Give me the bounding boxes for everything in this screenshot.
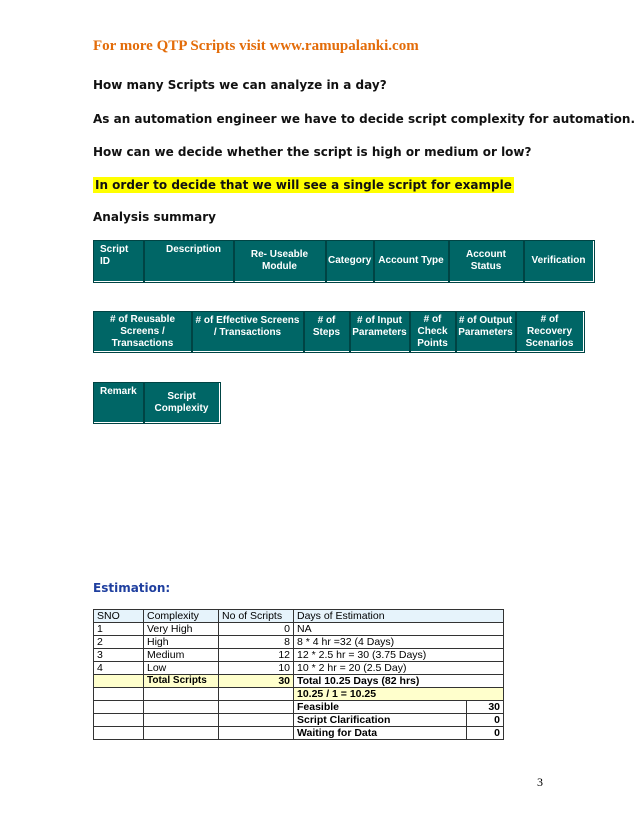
highlighted-example-note	[93, 178, 514, 192]
feasible-label: Feasible	[294, 701, 467, 714]
cell-empty	[94, 688, 144, 701]
total-scripts-value: 30	[219, 675, 294, 688]
header-complexity: Complexity	[144, 610, 219, 623]
header-sno: SNO	[94, 610, 144, 623]
statement-script-complexity: As an automation engineer we have to decide script complexity for automation.	[93, 112, 636, 126]
cell-complexity: Low	[144, 662, 219, 675]
clarification-value: 0	[467, 714, 504, 727]
cell-complexity: Medium	[144, 649, 219, 662]
cell-days: 12 * 2.5 hr = 30 (3.75 Days)	[294, 649, 504, 662]
cell-sno: 3	[94, 649, 144, 662]
cell-empty	[219, 714, 294, 727]
total-row	[94, 675, 504, 688]
cell-empty	[94, 714, 144, 727]
analysis-table-1	[93, 240, 594, 282]
col-description: Description	[144, 241, 234, 282]
cell-sno: 4	[94, 662, 144, 675]
cell-empty	[94, 701, 144, 714]
total-days: Total 10.25 Days (82 hrs)	[294, 675, 504, 688]
highlighted-text: In order to decide that we will see a single script for example	[95, 178, 512, 192]
col-account-status: Account Status	[449, 241, 524, 282]
waiting-row	[94, 727, 504, 740]
cell-scripts: 10	[219, 662, 294, 675]
col-verification: Verification	[524, 241, 594, 282]
table-header-row	[94, 610, 504, 623]
col-recovery-scenarios: # of Recovery Scenarios	[516, 312, 584, 352]
cell-empty	[94, 675, 144, 688]
cell-days: 8 * 4 hr =32 (4 Days)	[294, 636, 504, 649]
col-output-parameters: # of Output Parameters	[456, 312, 516, 352]
cell-empty	[219, 701, 294, 714]
analysis-summary-heading: Analysis summary	[93, 210, 216, 224]
page-number: 3	[537, 775, 543, 789]
cell-empty	[144, 714, 219, 727]
col-check-points: # of Check Points	[410, 312, 456, 352]
col-reusable-screens: # of Reusable Screens / Transactions	[94, 312, 192, 352]
header-days-of-estimation: Days of Estimation	[294, 610, 504, 623]
col-script-complexity: Script Complexity	[144, 383, 220, 423]
table-row	[94, 623, 504, 636]
col-script-id: Script ID	[94, 241, 144, 282]
cell-complexity: High	[144, 636, 219, 649]
analysis-table-3	[93, 382, 220, 423]
feasible-row	[94, 701, 504, 714]
col-remark: Remark	[94, 383, 144, 423]
estimation-heading: Estimation:	[93, 581, 171, 595]
table-row	[94, 649, 504, 662]
question-high-medium-low: How can we decide whether the script is high or medium or low?	[93, 145, 532, 159]
estimation-table	[93, 609, 504, 740]
cell-sno: 1	[94, 623, 144, 636]
header-no-of-scripts: No of Scripts	[219, 610, 294, 623]
question-scripts-per-day: How many Scripts we can analyze in a day?	[93, 78, 387, 92]
cell-empty	[144, 727, 219, 740]
cell-empty	[94, 727, 144, 740]
cell-scripts: 8	[219, 636, 294, 649]
cell-complexity: Very High	[144, 623, 219, 636]
clarification-row	[94, 714, 504, 727]
cell-scripts: 12	[219, 649, 294, 662]
table-row	[94, 662, 504, 675]
feasible-value: 30	[467, 701, 504, 714]
cell-scripts: 0	[219, 623, 294, 636]
cell-empty	[144, 688, 219, 701]
col-account-type: Account Type	[374, 241, 449, 282]
waiting-value: 0	[467, 727, 504, 740]
cell-empty	[219, 688, 294, 701]
cell-days: NA	[294, 623, 504, 636]
per-day-calculation: 10.25 / 1 = 10.25	[294, 688, 504, 701]
col-category: Category	[326, 241, 374, 282]
total-scripts-label: Total Scripts	[144, 675, 219, 688]
table-row	[94, 636, 504, 649]
col-effective-screens: # of Effective Screens / Transactions	[192, 312, 304, 352]
waiting-label: Waiting for Data	[294, 727, 467, 740]
cell-days: 10 * 2 hr = 20 (2.5 Day)	[294, 662, 504, 675]
cell-empty	[219, 727, 294, 740]
col-steps: # of Steps	[304, 312, 350, 352]
col-reusable-module: Re- Useable Module	[234, 241, 326, 282]
analysis-table-2	[93, 311, 584, 352]
cell-empty	[144, 701, 219, 714]
col-input-parameters: # of Input Parameters	[350, 312, 410, 352]
per-day-row	[94, 688, 504, 701]
cell-sno: 2	[94, 636, 144, 649]
page-header-link[interactable]: For more QTP Scripts visit www.ramupalanki.com	[93, 38, 419, 54]
clarification-label: Script Clarification	[294, 714, 467, 727]
